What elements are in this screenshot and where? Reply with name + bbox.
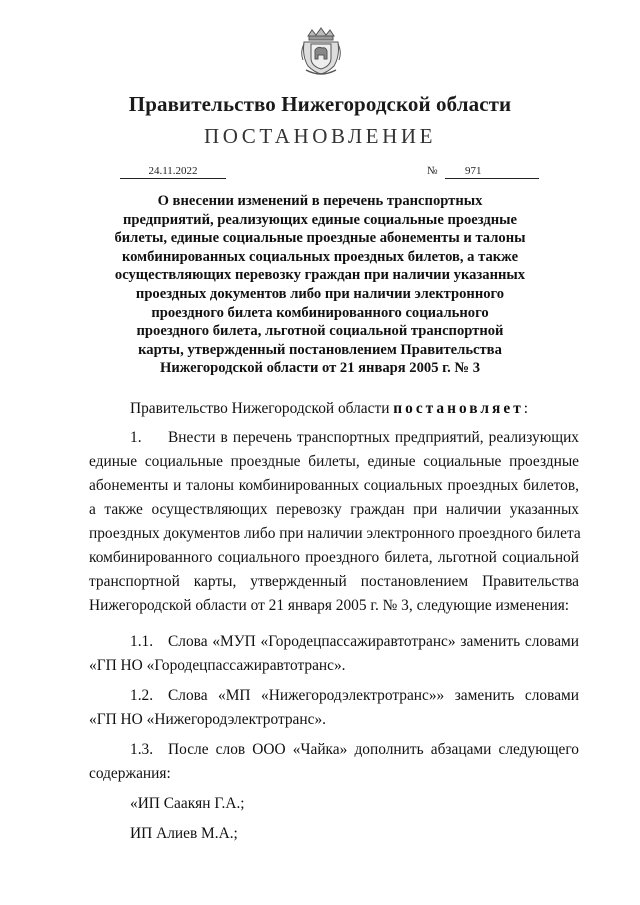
paragraph-line: проездных документов либо при наличии электронного проездного билета <box>89 525 581 542</box>
document-date: 24.11.2022 <box>120 164 226 179</box>
title-line: предприятий, реализующих единые социальные проездные <box>122 211 518 228</box>
paragraph-number: 1.1. <box>130 633 154 650</box>
paragraph-line: «ГП НО «Городецпассажиравтотранс». <box>89 657 346 674</box>
document-title <box>100 192 540 378</box>
intro-suffix: : <box>523 400 529 417</box>
paragraph-1 <box>89 426 579 618</box>
paragraph-number: 1.3. <box>130 741 154 758</box>
paragraph-line: 1.3. После слов ООО «Чайка» дополнить абзацами следующего <box>89 738 579 762</box>
paragraph-line: а также осуществляющих перевозку граждан при наличии указанных <box>89 501 579 518</box>
paragraph-line: 1. Внести в перечень транспортных предприятий, реализующих <box>89 426 579 450</box>
intro-prefix: Правительство Нижегородской области <box>130 400 394 417</box>
paragraph-1-1 <box>89 630 579 678</box>
paragraph-line: содержания: <box>89 765 171 782</box>
title-line: осуществляющих перевозку граждан при наличии указанных <box>114 267 526 284</box>
document-number: 971 <box>445 164 539 179</box>
title-line: карты, утвержденный постановлением Правительства <box>138 341 502 358</box>
nizhny-novgorod-coat-of-arms-icon <box>300 26 342 76</box>
paragraph-line: Нижегородской области от 21 января 2005 г. № 3, следующие изменения: <box>89 597 570 614</box>
paragraph-line: 1.1. Слова «МУП «Городецпассажиравтотранс» заменить словами <box>89 630 579 654</box>
resolution-intro <box>130 400 528 418</box>
document-type: ПОСТАНОВЛЕНИЕ <box>203 124 437 148</box>
title-line: О внесении изменений в перечень транспортных <box>157 193 483 209</box>
title-line: проездных документов либо при наличии электронного <box>135 285 505 302</box>
paragraph-number: 1. <box>130 429 142 446</box>
title-line: проездного билета, льготной социальной транспортной <box>136 323 504 340</box>
intro-verb: постановляет <box>393 400 524 417</box>
title-line: Нижегородской области от 21 января 2005 г. № 3 <box>159 360 481 377</box>
document-number-field <box>427 164 539 178</box>
paragraph-line: «ГП НО «Нижегородэлектротранс». <box>89 711 326 728</box>
title-line: проездного билета комбинированного социального <box>151 304 489 321</box>
paragraph-number: 1.2. <box>130 687 154 704</box>
quoted-list <box>89 792 579 846</box>
paragraph-1-3 <box>89 738 579 786</box>
paragraph-line: абонементы и талоны комбинированных социальных проездных билетов, <box>89 477 579 494</box>
title-line: комбинированных социальных проездных билетов, а также <box>121 248 519 265</box>
list-item: «ИП Саакян Г.А.; <box>130 795 245 812</box>
title-line: билеты, единые социальные проездные абонементы и талоны <box>114 230 526 247</box>
organization-name: Правительство Нижегородской области <box>128 92 512 116</box>
paragraph-1-2 <box>89 684 579 732</box>
list-item: ИП Алиев М.А.; <box>130 825 238 842</box>
paragraph-line: комбинированного социального проездного билета, льготной социальной <box>89 549 579 566</box>
paragraph-line: единые социальные проездные билеты, единые социальные проездные <box>89 453 579 470</box>
paragraph-line: 1.2. Слова «МП «Нижегородэлектротранс»» заменить словами <box>89 684 579 708</box>
paragraph-line: транспортной карты, утвержденный постановлением Правительства <box>89 573 579 590</box>
number-sign: № <box>427 165 438 177</box>
